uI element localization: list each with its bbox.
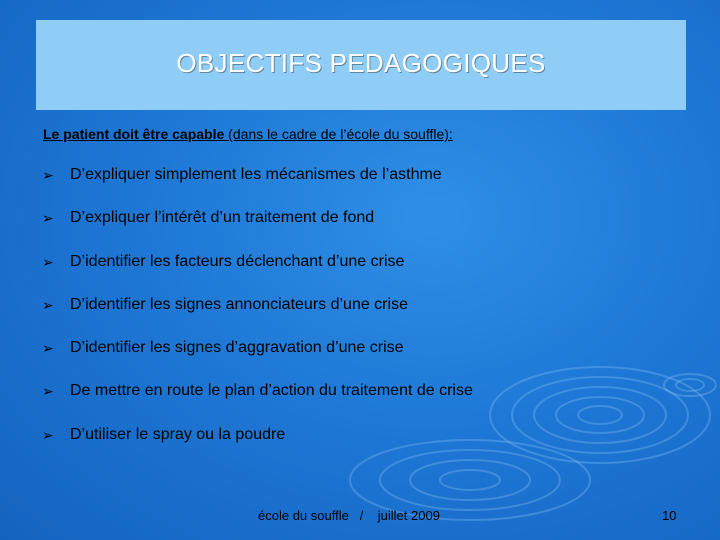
arrowhead-bullet-icon: ➢: [42, 210, 54, 227]
list-item: [42, 424, 473, 467]
objectives-list: [42, 164, 473, 467]
page-number: 10: [662, 508, 677, 523]
list-item-text: D’identifier les signes d’aggravation d’une crise: [70, 339, 404, 357]
list-item-text: D’utiliser le spray ou la poudre: [70, 425, 286, 443]
arrowhead-bullet-icon: ➢: [42, 253, 54, 270]
list-item-text: D’identifier les facteurs déclenchant d’une crise: [70, 252, 405, 270]
slide-title: OBJECTIFS PEDAGOGIQUES: [176, 47, 546, 78]
arrowhead-bullet-icon: ➢: [42, 167, 54, 183]
list-item: [42, 164, 473, 207]
title-box: [36, 20, 686, 110]
list-item: [42, 337, 473, 380]
list-item: [42, 251, 473, 294]
intro-lead: Le patient doit être capable: [43, 126, 229, 142]
list-item: [42, 380, 473, 423]
footer-source: école du souffle: [258, 508, 349, 523]
intro-qualifier: (dans le cadre de l’école du souffle):: [228, 126, 453, 142]
footer-separator: /: [359, 508, 364, 523]
arrowhead-bullet-icon: ➢: [42, 383, 54, 400]
arrowhead-bullet-icon: ➢: [42, 426, 54, 443]
list-item-text: D’expliquer simplement les mécanismes de l’asthme: [70, 166, 442, 183]
list-item-text: D’expliquer l’intérêt d’un traitement de fond: [70, 209, 375, 227]
list-item-text: De mettre en route le plan d’action du traitement de crise: [70, 382, 473, 400]
footer-date: juillet 2009: [377, 508, 440, 523]
list-item: [42, 294, 473, 337]
arrowhead-bullet-icon: ➢: [42, 340, 54, 357]
footer: [258, 508, 440, 523]
list-item-text: D’identifier les signes annonciateurs d’une crise: [70, 295, 408, 313]
list-item: [42, 207, 473, 250]
intro-line: [43, 126, 453, 142]
arrowhead-bullet-icon: ➢: [42, 296, 54, 313]
